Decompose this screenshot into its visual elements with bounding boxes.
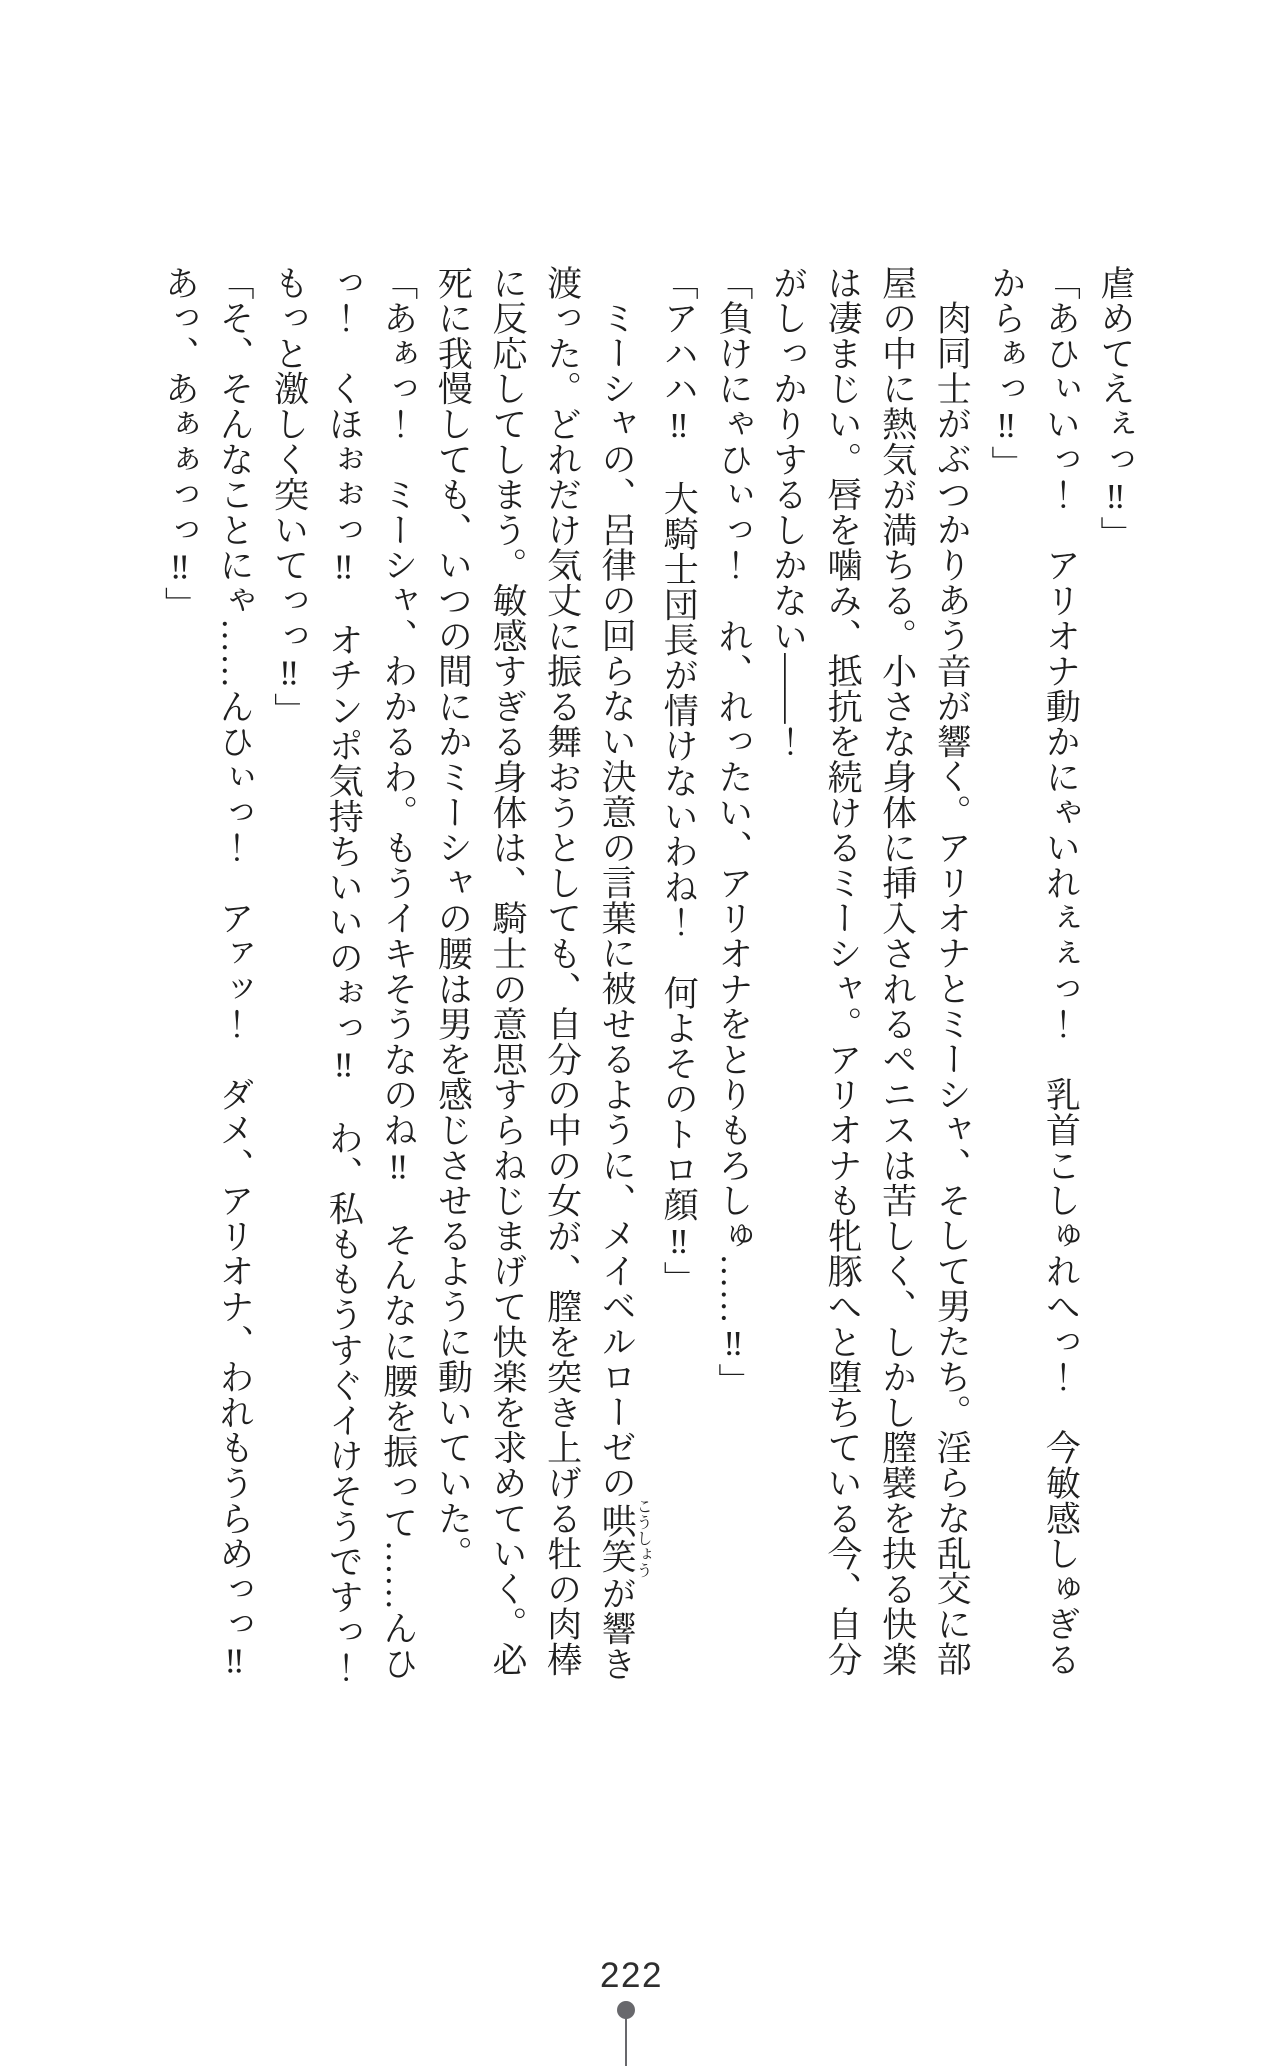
page-text (152, 265, 1142, 1685)
text-column: 渡った。どれだけ気丈に振る舞おうとしても、自分の中の女が、膣を突き上げる牡の肉棒 (542, 265, 582, 1677)
text-column: 屋の中に熱気が満ちる。小さな身体に挿入されるペニスは苦しく、しかし膣襞を抉る快楽 (877, 265, 917, 1677)
text-column: 「あひぃいっ！ アリオナ動かにゃいれぇぇっ！ 乳首こしゅれへっ！ 今敏感しゅぎる (1041, 265, 1081, 1677)
text-column: あっ、あぁぁっっ‼」 (160, 265, 200, 622)
text-column: 肉同士がぶつかりあう音が響く。アリオナとミーシャ、そして男たち。淫らな乱交に部 (932, 300, 972, 1677)
text-column: に反応してしまう。敏感すぎる身体は、騎士の意思すらねじまげて快楽を求めていく。必 (487, 265, 527, 1677)
text-column: 「アハハ‼ 大騎士団長が情けないわね！ 何よそのトロ顔‼」 (659, 265, 699, 1297)
page-marker-line (625, 2016, 627, 2066)
text-column: 「あぁっ！ ミーシャ、わかるわ。もうイキそうなのね‼ そんなに腰を振って……んひ (378, 265, 418, 1681)
text-column: は凄まじい。唇を噛み、抵抗を続けるミーシャ。アリオナも牝豚へと堕ちている今、自分 (823, 265, 863, 1677)
text-column: もっと激しく突いてっっ‼」 (269, 265, 309, 728)
text-column: 「そ、そんなことにゃ……んひぃっ！ アァッ！ ダメ、アリオナ、われもうらめっっ‼ (215, 265, 254, 1681)
furigana: こうしょう (634, 1498, 652, 1579)
text-column: 「負けにゃひぃっ！ れ、れったい、アリオナをとりもろしゅ……‼」 (713, 265, 753, 1399)
page-number: 222 (600, 1956, 663, 1995)
text-column: ミーシャの、呂律の回らない決意の言葉に被せるように、メイベルローゼの哄笑こうしょうが響き (597, 300, 652, 1682)
text-column: 死に我慢しても、いつの間にかミーシャの腰は男を感じさせるように動いていた。 (433, 265, 473, 1572)
text-column: からぁっ‼」 (986, 265, 1026, 481)
text-column: 虐めてえぇっ‼」 (1096, 265, 1135, 552)
ruby-annotated-word: 哄笑こうしょう (597, 1498, 652, 1579)
text-column: がしっかりするしかない――！ (768, 265, 808, 760)
text-column: っ！ くほぉぉっ‼ オチンポ気持ちいいのぉっ‼ わ、私ももうすぐイけそうですっ！ (324, 265, 364, 1685)
